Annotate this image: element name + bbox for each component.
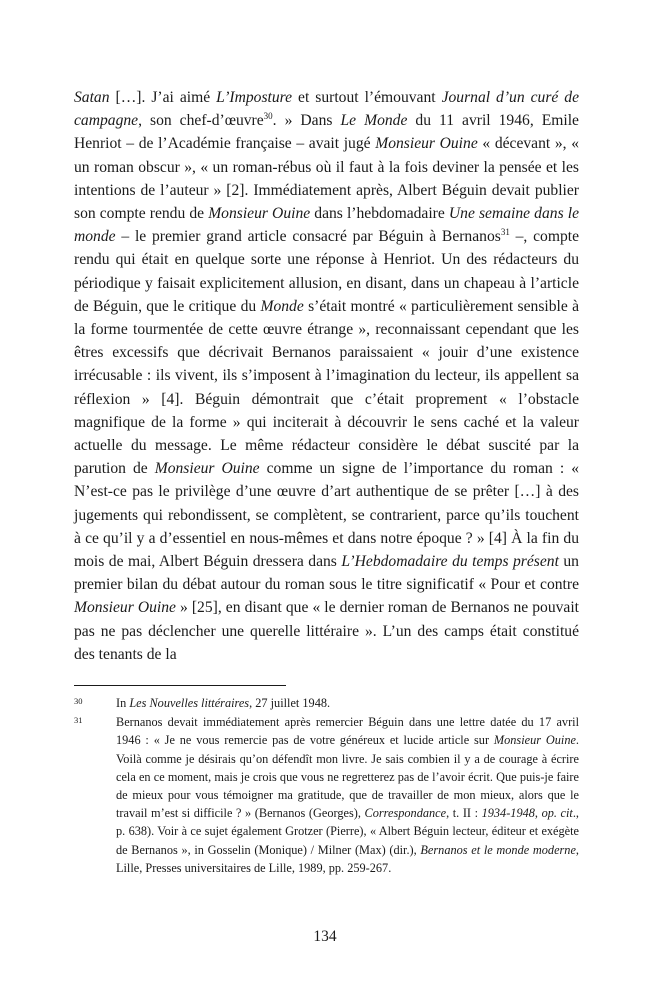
italic-title: L’Hebdomadaire du temps présent bbox=[341, 553, 559, 571]
text-run: « décevant », « un roman obscur », « un roman-rébus où il faut à la fois deviner la pensée et les intentions de l’auteur » [2]. Immédiatement après, Albert Béguin devait publier son compte rendu de bbox=[74, 135, 580, 223]
text-run: In bbox=[116, 696, 130, 710]
text-run: » [25], en disant que « le dernier roman de Bernanos ne pouvait pas ne pas déclencher une querelle littéraire ». L’un des camps était constitué des tenants de la bbox=[74, 599, 580, 663]
italic-title: 1934-1948 bbox=[481, 806, 535, 821]
text-run: –, compte rendu qui était en quelque sorte une réponse à Henriot. Un des rédacteurs du périodique y faisait explicitement allusion, en disant, dans un chapeau à l’article de Béguin, que le critique du bbox=[74, 228, 580, 315]
footnote-ref-31[interactable]: 31 bbox=[500, 227, 510, 238]
footnote-number: 31 bbox=[74, 715, 83, 726]
italic-title: Monsieur Ouine bbox=[154, 460, 260, 478]
italic-title: L’Imposture bbox=[216, 89, 293, 106]
text-run: Bernanos devait immédiatement après remercier Béguin dans une lettre datée du 17 avril 1946 : « Je ne vous remercie pas de votre généreux et lucide article sur bbox=[116, 715, 579, 748]
text-run: s’était montré « particulièrement sensible à la forme tourmentée de cette œuvre étrange », reconnaissant cependant que les êtres excessifs que décrivait Bernanos paraissaient « jouir d’une existence irrécusable : ils vivent, ils s’imposent à l’imagination du lecteur, ils appellent sa réflexion » [4]. Béguin démontrait que c’était proprement « l’obstacle magnifique de la forme » qui inciterait à découvrir le sens caché et la valeur actuelle du message. Le même rédacteur considère le débat suscité par la parution de bbox=[74, 297, 579, 478]
text-run: , Lille, Presses universitaires de Lille, 1989, pp. 259-267. bbox=[116, 842, 579, 875]
main-text-block bbox=[74, 86, 579, 666]
text-run: , t. II : bbox=[446, 806, 482, 821]
italic-title: Monsieur Ouine bbox=[74, 599, 176, 617]
footnote-ref-30[interactable]: 30 bbox=[263, 111, 273, 122]
text-run: , 27 juillet 1948. bbox=[249, 696, 331, 710]
footnote-number: 30 bbox=[74, 696, 83, 706]
italic-title: Bernanos et le monde moderne bbox=[420, 842, 576, 857]
footnote-30 bbox=[74, 694, 579, 712]
text-run: . » Dans bbox=[272, 112, 341, 130]
text-run: du 11 avril 1946, Emile Henriot – de l’Académie française – avait jugé bbox=[74, 112, 579, 153]
text-run: […]. J’ai aimé bbox=[109, 89, 217, 106]
page-number: 134 bbox=[313, 928, 337, 945]
text-run: comme un signe de l’importance du roman : « N’est-ce pas le privilège d’une œuvre d’art authentique de se prêter […] à des jugements qui rebondissent, se complètent, se contrarient, parce qu’ils touchent à ce qu’il y a d’essentiel en nous-mêmes et dans notre époque ? » [4] À la fin du mois de mai, Albert Béguin dressera dans bbox=[74, 460, 579, 571]
text-run: , son chef-d’œuvre bbox=[138, 112, 264, 130]
italic-title: Journal d’un curé de campagne bbox=[74, 89, 579, 130]
text-run: . Voilà comme je désirais qu’on défendît mon livre. Je sais combien il y a de courage à écrire cela en ce moment, mais je crois que vous ne regretterez pas de l’avoir écrit. Que puis-je faire de mieux pour vous témoigner ma gratitude, que de travailler de mon mieux, alors que le travail m’est si difficile ? » (Bernanos (Georges), bbox=[116, 733, 579, 821]
italic-title: Monde bbox=[260, 297, 304, 315]
italic-title: Monsieur Ouine bbox=[208, 205, 311, 223]
footnote-text bbox=[116, 694, 579, 712]
italic-title: Le Monde bbox=[340, 112, 408, 130]
italic-title: Satan bbox=[74, 89, 110, 106]
body-paragraph bbox=[74, 86, 579, 666]
footnote-text bbox=[116, 713, 579, 877]
italic-title: op. cit bbox=[541, 806, 573, 821]
text-run: – le premier grand article consacré par Béguin à Bernanos bbox=[115, 228, 501, 246]
footnotes bbox=[74, 694, 579, 878]
italic-title: Correspondance bbox=[364, 806, 447, 821]
text-run: un premier bilan du débat autour du roman sous le titre significatif « Pour et contre bbox=[74, 553, 579, 594]
italic-title: Une semaine dans le monde bbox=[74, 205, 579, 246]
italic-title: Les Nouvelles littéraires bbox=[129, 696, 250, 710]
text-run: dans l’hebdomadaire bbox=[310, 205, 449, 223]
footnote-separator bbox=[74, 685, 286, 686]
text-run: ., p. 638). Voir à ce sujet également Grotzer (Pierre), « Albert Béguin lecteur, éditeur et exégète de Bernanos », in Gosselin (Monique) / Milner (Max) (dir.), bbox=[116, 806, 579, 857]
footnote-31 bbox=[74, 713, 579, 877]
text-run: , bbox=[534, 806, 542, 821]
text-run: et surtout l’émouvant bbox=[292, 89, 442, 106]
italic-title: Monsieur Ouine bbox=[375, 135, 478, 153]
italic-title: Monsieur Ouine bbox=[493, 733, 576, 748]
